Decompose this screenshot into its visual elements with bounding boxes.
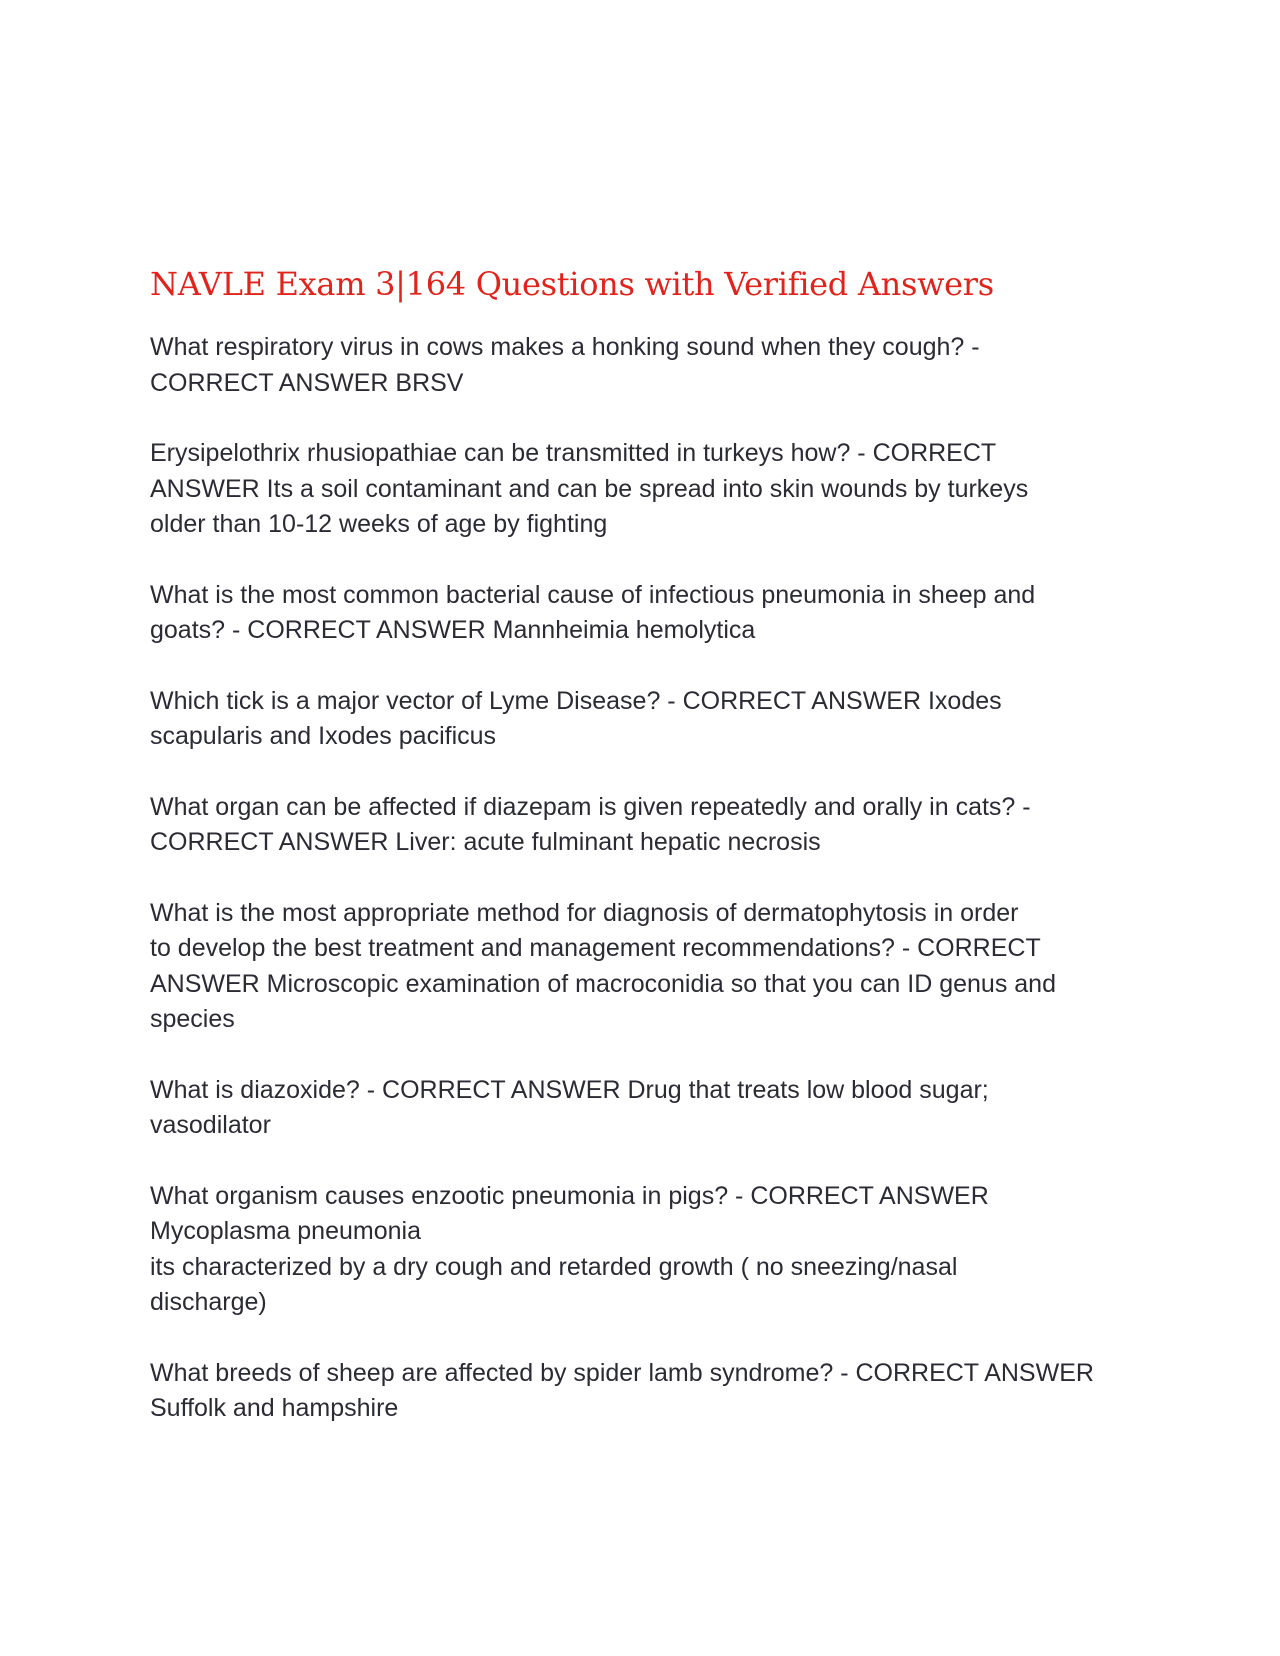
- qa-item: [150, 436, 1140, 543]
- qa-text-line: Suffolk and hampshire: [150, 1394, 399, 1422]
- qa-text-line: What breeds of sheep are affected by spider lamb syndrome? - CORRECT ANSWER: [150, 1358, 1094, 1387]
- qa-item: [150, 1073, 1140, 1144]
- qa-text-line: What is diazoxide? - CORRECT ANSWER Drug that treats low blood sugar;: [150, 1075, 989, 1104]
- qa-text-line: Which tick is a major vector of Lyme Disease? - CORRECT ANSWER Ixodes: [150, 686, 1002, 715]
- qa-text-line: Mycoplasma pneumonia: [150, 1217, 421, 1245]
- qa-text-line: What organ can be affected if diazepam is given repeatedly and orally in cats? -: [150, 792, 1031, 821]
- qa-text-line: ANSWER Its a soil contaminant and can be spread into skin wounds by turkeys: [150, 474, 1029, 503]
- qa-text-line: CORRECT ANSWER BRSV: [150, 368, 464, 397]
- qa-item: [150, 790, 1140, 861]
- qa-text-line: ANSWER Microscopic examination of macroconidia so that you can ID genus and: [150, 969, 1056, 998]
- qa-text-line: What organism causes enzootic pneumonia in pigs? - CORRECT ANSWER: [150, 1181, 989, 1210]
- qa-item: [150, 684, 1140, 755]
- qa-text-line: vasodilator: [150, 1111, 271, 1139]
- qa-text-line: to develop the best treatment and management recommendations? - CORRECT: [150, 934, 1041, 962]
- qa-text-line: CORRECT ANSWER Liver: acute fulminant hepatic necrosis: [150, 828, 821, 856]
- qa-item: [150, 1179, 1140, 1321]
- qa-text-line: discharge): [150, 1288, 267, 1316]
- document-title: NAVLE Exam 3|164 Questions with Verified Answers: [150, 265, 994, 303]
- qa-text-line: What is the most appropriate method for diagnosis of dermatophytosis in order: [150, 898, 1019, 927]
- document-content: [150, 258, 1140, 1462]
- qa-text-line: older than 10-12 weeks of age by fighting: [150, 510, 608, 538]
- qa-text-line: Erysipelothrix rhusiopathiae can be transmitted in turkeys how? - CORRECT: [150, 439, 997, 467]
- qa-text-line: its characterized by a dry cough and retarded growth ( no sneezing/nasal: [150, 1252, 958, 1281]
- qa-text-line: species: [150, 1005, 235, 1033]
- qa-item: [150, 896, 1140, 1038]
- qa-item: [150, 1356, 1140, 1427]
- qa-item: [150, 578, 1140, 649]
- qa-list: [150, 330, 1140, 1427]
- qa-text-line: scapularis and Ixodes pacificus: [150, 722, 497, 750]
- qa-text-line: What is the most common bacterial cause of infectious pneumonia in sheep and: [150, 580, 1036, 609]
- qa-text-line: goats? - CORRECT ANSWER Mannheimia hemolytica: [150, 616, 756, 644]
- qa-text-line: What respiratory virus in cows makes a honking sound when they cough? -: [150, 333, 980, 361]
- qa-item: [150, 330, 1140, 401]
